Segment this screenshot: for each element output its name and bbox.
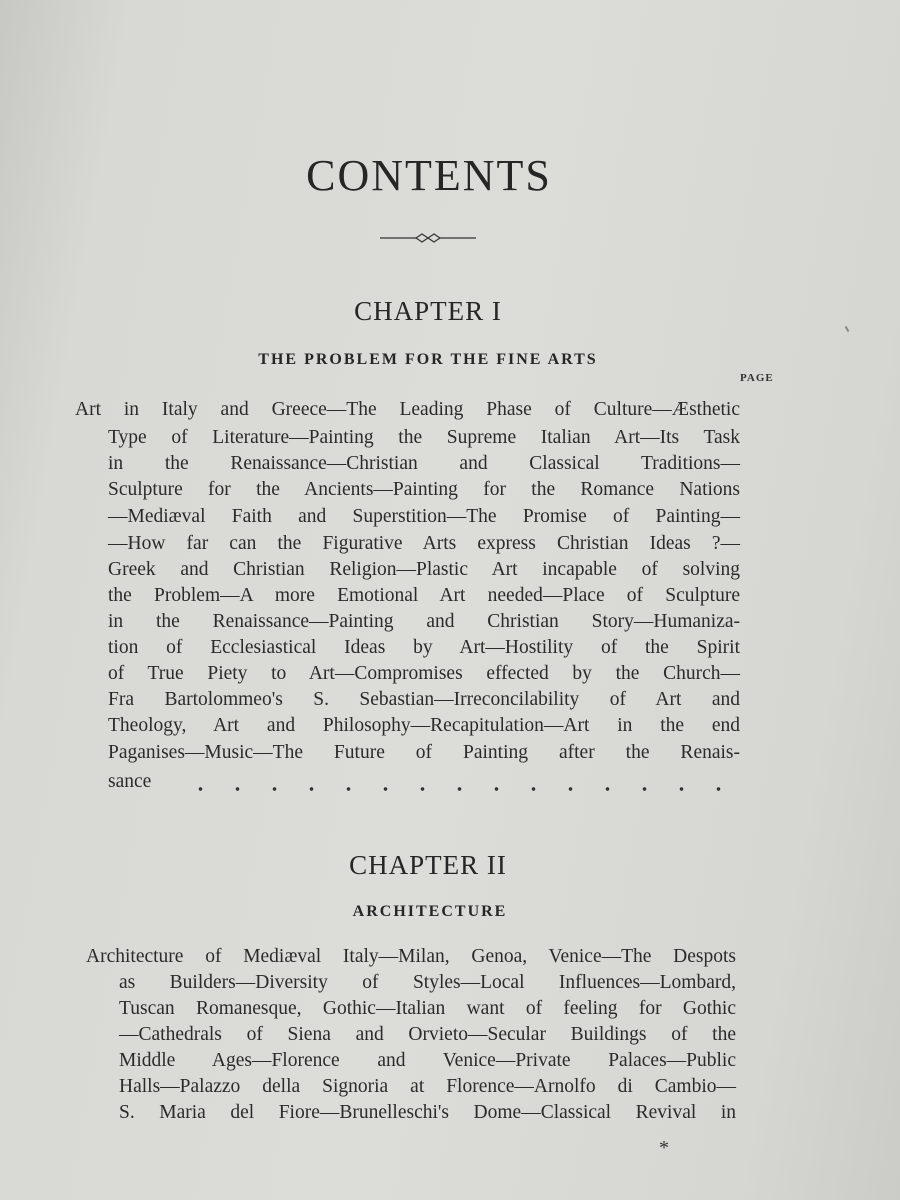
page-title: CONTENTS xyxy=(306,151,552,200)
summary-line: Paganises—Music—The Future of Painting after the Renais- xyxy=(108,742,740,763)
summary-line: Theology, Art and Philosophy—Recapitulation—Art in the end xyxy=(108,715,740,736)
chapter-1-heading: CHAPTER I xyxy=(354,296,502,326)
summary-line: —Cathedrals of Siena and Orvieto—Secular Buildings of the xyxy=(119,1024,736,1045)
summary-line: —Mediæval Faith and Superstition—The Promise of Painting— xyxy=(108,506,740,527)
summary-line: in the Renaissance—Painting and Christian Story—Humaniza- xyxy=(108,611,740,632)
summary-line: in the Renaissance—Christian and Classical Traditions— xyxy=(108,453,740,474)
page-column-label: PAGE xyxy=(740,372,774,384)
summary-line: S. Maria del Fiore—Brunelleschi's Dome—Classical Revival in xyxy=(119,1102,736,1123)
summary-line: Type of Literature—Painting the Supreme Italian Art—Its Task xyxy=(108,427,740,448)
chapter-2-heading: CHAPTER II xyxy=(349,850,507,880)
summary-line: Architecture of Mediæval Italy—Milan, Genoa, Venice—The Despots xyxy=(86,946,736,967)
summary-line: tion of Ecclesiastical Ideas by Art—Hostility of the Spirit xyxy=(108,637,740,658)
summary-line: of True Piety to Art—Compromises effected by the Church— xyxy=(108,663,740,684)
summary-line: Greek and Christian Religion—Plastic Art incapable of solving xyxy=(108,559,740,580)
ornament-divider xyxy=(380,231,476,245)
dot-leaders xyxy=(182,775,738,795)
chapter-1-subtitle: THE PROBLEM FOR THE FINE ARTS xyxy=(258,351,598,368)
summary-line: as Builders—Diversity of Styles—Local Influences—Lombard, xyxy=(119,972,736,993)
signature-mark: * xyxy=(659,1137,669,1159)
summary-line: sance xyxy=(108,771,152,792)
chapter-2-subtitle: ARCHITECTURE xyxy=(352,903,508,920)
summary-line: the Problem—A more Emotional Art needed—Place of Sculpture xyxy=(108,585,740,606)
summary-line: Tuscan Romanesque, Gothic—Italian want of feeling for Gothic xyxy=(119,998,736,1019)
summary-line: Sculpture for the Ancients—Painting for the Romance Nations xyxy=(108,479,740,500)
summary-line: Fra Bartolommeo's S. Sebastian—Irreconcilability of Art and xyxy=(108,689,740,710)
summary-line: Halls—Palazzo della Signoria at Florence—Arnolfo di Cambio— xyxy=(119,1076,736,1097)
summary-line: Art in Italy and Greece—The Leading Phase of Culture—Æsthetic xyxy=(75,399,740,420)
summary-line: —How far can the Figurative Arts express Christian Ideas ?— xyxy=(108,533,740,554)
summary-line: Middle Ages—Florence and Venice—Private Palaces—Public xyxy=(119,1050,736,1071)
